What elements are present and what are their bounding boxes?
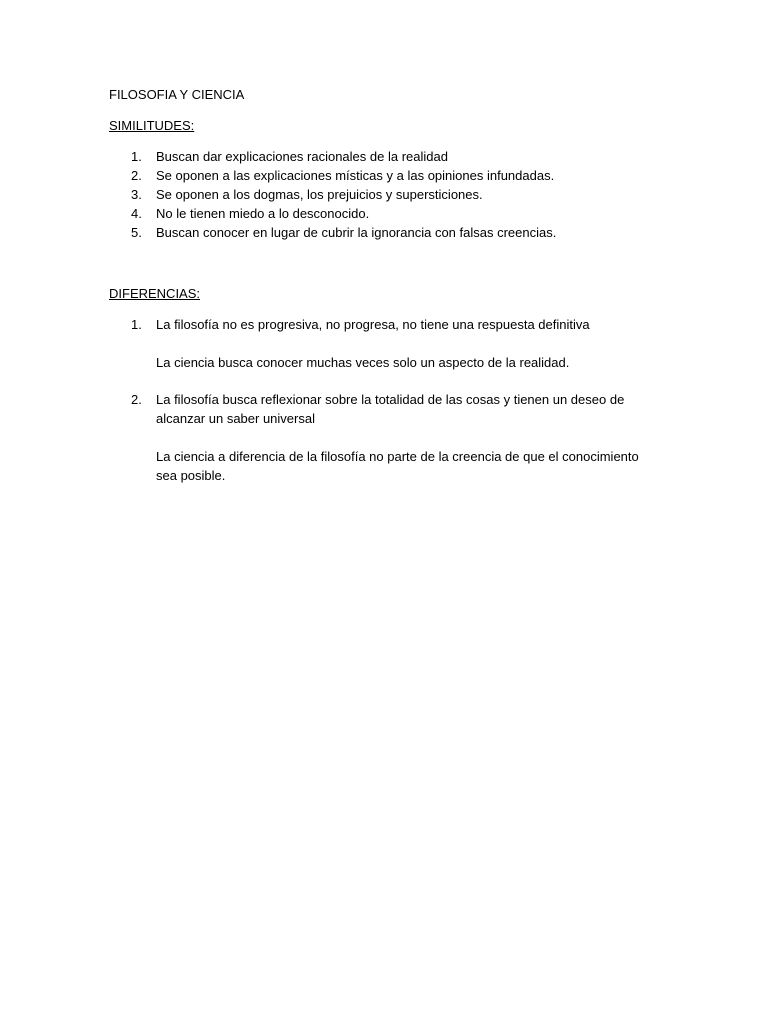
list-item bbox=[131, 223, 651, 242]
item-number: 2. bbox=[131, 392, 142, 407]
item-number: 1. bbox=[131, 149, 142, 164]
item-number: 4. bbox=[131, 206, 142, 221]
list-item bbox=[131, 166, 651, 185]
item-text: La filosofía no es progresiva, no progresa, no tiene una respuesta definitiva bbox=[156, 317, 590, 332]
item-text: Se oponen a los dogmas, los prejuicios y supersticiones. bbox=[156, 187, 483, 202]
item-number: 5. bbox=[131, 225, 142, 240]
item-number: 1. bbox=[131, 317, 142, 332]
similitudes-list bbox=[131, 147, 651, 242]
item-text: Se oponen a las explicaciones místicas y a las opiniones infundadas. bbox=[156, 168, 555, 183]
list-item bbox=[131, 147, 651, 166]
item-number: 2. bbox=[131, 168, 142, 183]
item-number: 3. bbox=[131, 187, 142, 202]
item-text: La filosofía busca reflexionar sobre la totalidad de las cosas y tienen un deseo de alcanzar un saber universal bbox=[156, 392, 625, 426]
list-item bbox=[131, 204, 651, 223]
item-text: Buscan conocer en lugar de cubrir la ignorancia con falsas creencias. bbox=[156, 225, 557, 240]
diferencias-paragraph-1: La ciencia busca conocer muchas veces solo un aspecto de la realidad. bbox=[156, 355, 570, 370]
diferencias-item-1 bbox=[131, 315, 651, 334]
document-title: FILOSOFIA Y CIENCIA bbox=[109, 87, 245, 102]
diferencias-paragraph-2: La ciencia a diferencia de la filosofía no parte de la creencia de que el conocimiento sea posible. bbox=[156, 449, 639, 483]
item-text: No le tienen miedo a lo desconocido. bbox=[156, 206, 370, 221]
list-item bbox=[131, 185, 651, 204]
similitudes-heading: SIMILITUDES: bbox=[109, 118, 195, 133]
item-text: Buscan dar explicaciones racionales de la realidad bbox=[156, 149, 448, 164]
diferencias-item-2 bbox=[131, 390, 651, 428]
diferencias-heading: DIFERENCIAS: bbox=[109, 286, 201, 301]
